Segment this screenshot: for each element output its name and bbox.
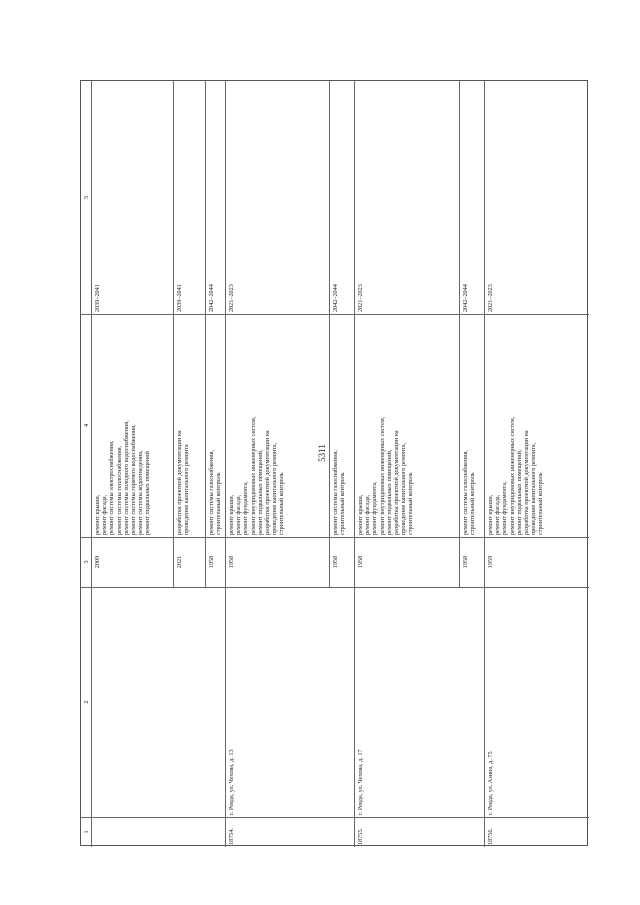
works-item: ремонт подвальных помещений, xyxy=(515,449,523,535)
header-separator xyxy=(91,81,92,847)
works-item: ремонт системы газоснабжения, xyxy=(208,450,215,535)
works-item: ремонт подвальных помещений, xyxy=(385,449,393,535)
works-item: ремонт фундамента, xyxy=(501,481,509,535)
row-works xyxy=(208,316,225,535)
works-item: строительный контроль xyxy=(215,472,223,535)
works-item: проведение капитального ремонта xyxy=(183,444,191,535)
works-item: ремонт внутридомовых инженерных систем, xyxy=(249,416,257,535)
column-separator xyxy=(81,314,589,315)
works-item: строительный контроль xyxy=(339,472,347,535)
works-list xyxy=(94,316,152,535)
page-number: 5311 xyxy=(317,444,327,462)
works-list xyxy=(357,316,415,535)
works-item: ремонт фасада, xyxy=(101,494,109,535)
row-works xyxy=(94,316,173,535)
works-item: ремонт системы теплоснабжения, xyxy=(115,445,123,535)
works-item: ремонт фундамента, xyxy=(371,481,379,535)
column-header-3: 3 xyxy=(83,560,90,564)
works-item: строительный контроль xyxy=(407,472,415,535)
works-item: проведение капитального ремонта, xyxy=(271,442,279,535)
row-number: 18756. xyxy=(487,827,494,845)
works-item: ремонт системы электроснабжения, xyxy=(108,440,116,535)
row-works xyxy=(176,316,205,535)
works-list xyxy=(176,316,190,535)
row-year: 1958 xyxy=(357,555,364,569)
works-item: ремонт фасада, xyxy=(235,494,243,535)
column-header-4: 4 xyxy=(83,423,90,428)
works-item: ремонт системы водоотведения, xyxy=(137,450,145,535)
works-item: ремонт внутридомовых инженерных систем, xyxy=(508,416,516,535)
rotated-table xyxy=(80,80,588,846)
row-address: г. Ревда, ул. Азина, д. 75 xyxy=(487,751,494,815)
row-period: 2021–2023 xyxy=(228,284,235,312)
works-item: строительный контроль xyxy=(537,472,545,535)
row-works xyxy=(487,316,589,535)
works-item: ремонт крыши, xyxy=(487,494,494,535)
row-year: 1958 xyxy=(332,555,339,569)
row-year: 2021 xyxy=(176,555,183,569)
row-works xyxy=(462,316,484,535)
row-separator xyxy=(225,81,226,847)
row-period: 2021–2023 xyxy=(487,284,494,312)
works-item: разработка проектной документации на xyxy=(393,430,401,535)
works-item: ремонт фасада, xyxy=(494,494,502,535)
column-separator xyxy=(81,537,589,538)
row-period: 2039–2041 xyxy=(94,284,101,312)
works-item: строительный контроль xyxy=(278,472,286,535)
works-item: ремонт фасада, xyxy=(364,494,372,535)
works-item: разработка проектной документации на xyxy=(523,430,531,535)
row-address: г. Ревда, ул. Чехова, д. 13 xyxy=(228,749,235,815)
works-list xyxy=(332,316,346,535)
row-works xyxy=(332,316,354,535)
column-header-5: 5 xyxy=(83,195,90,200)
subrow-separator xyxy=(329,81,330,587)
column-header-1: 1 xyxy=(83,830,90,834)
works-item: ремонт системы холодного водоснабжения, xyxy=(122,420,130,535)
subrow-separator xyxy=(459,81,460,587)
works-item: ремонт внутридомовых инженерных систем, xyxy=(378,416,386,535)
works-item: строительный контроль xyxy=(469,472,477,535)
subrow-separator xyxy=(205,81,206,587)
row-separator xyxy=(484,81,485,847)
column-header-2: 2 xyxy=(83,700,90,704)
row-address: г. Ревда, ул. Чехова, д. 17 xyxy=(357,749,364,815)
works-list xyxy=(228,316,286,535)
works-item: ремонт системы газоснабжения, xyxy=(462,450,469,535)
column-separator xyxy=(81,817,589,818)
row-year: 1959 xyxy=(487,555,494,569)
works-item: разработка проектной документации на xyxy=(176,430,183,535)
row-year: 1958 xyxy=(208,555,215,569)
works-list xyxy=(462,316,476,535)
row-year: 1958 xyxy=(228,555,235,569)
row-period: 2042–2044 xyxy=(462,284,469,312)
works-item: проведение капитального ремонта, xyxy=(530,442,538,535)
works-item: ремонт системы газоснабжения, xyxy=(332,450,339,535)
works-item: ремонт подвальных помещений, xyxy=(256,449,264,535)
row-separator xyxy=(354,81,355,847)
works-item: проведение капитального ремонта, xyxy=(400,442,408,535)
row-year: 1958 xyxy=(462,555,469,569)
row-works xyxy=(357,316,459,535)
works-item: ремонт крыши, xyxy=(357,494,364,535)
row-period: 2039–2041 xyxy=(176,284,183,312)
row-works xyxy=(228,316,329,535)
works-item: ремонт фундамента, xyxy=(242,481,250,535)
row-period: 2042–2044 xyxy=(332,284,339,312)
row-period: 2042–2044 xyxy=(208,284,215,312)
works-item: ремонт системы горячего водоснабжения, xyxy=(130,424,138,535)
row-number: 18755. xyxy=(357,827,364,845)
row-period: 2021–2023 xyxy=(357,284,364,312)
works-item: ремонт крыши, xyxy=(228,494,235,535)
works-item: ремонт подвальных помещений xyxy=(144,451,152,535)
works-list xyxy=(208,316,222,535)
subrow-separator xyxy=(173,81,174,587)
works-list xyxy=(487,316,545,535)
works-item: ремонт крыши, xyxy=(94,494,101,535)
works-item: разработка проектной документации на xyxy=(264,430,272,535)
column-separator xyxy=(81,587,589,588)
row-year: 2009 xyxy=(94,555,101,569)
row-number: 18754. xyxy=(228,827,235,845)
